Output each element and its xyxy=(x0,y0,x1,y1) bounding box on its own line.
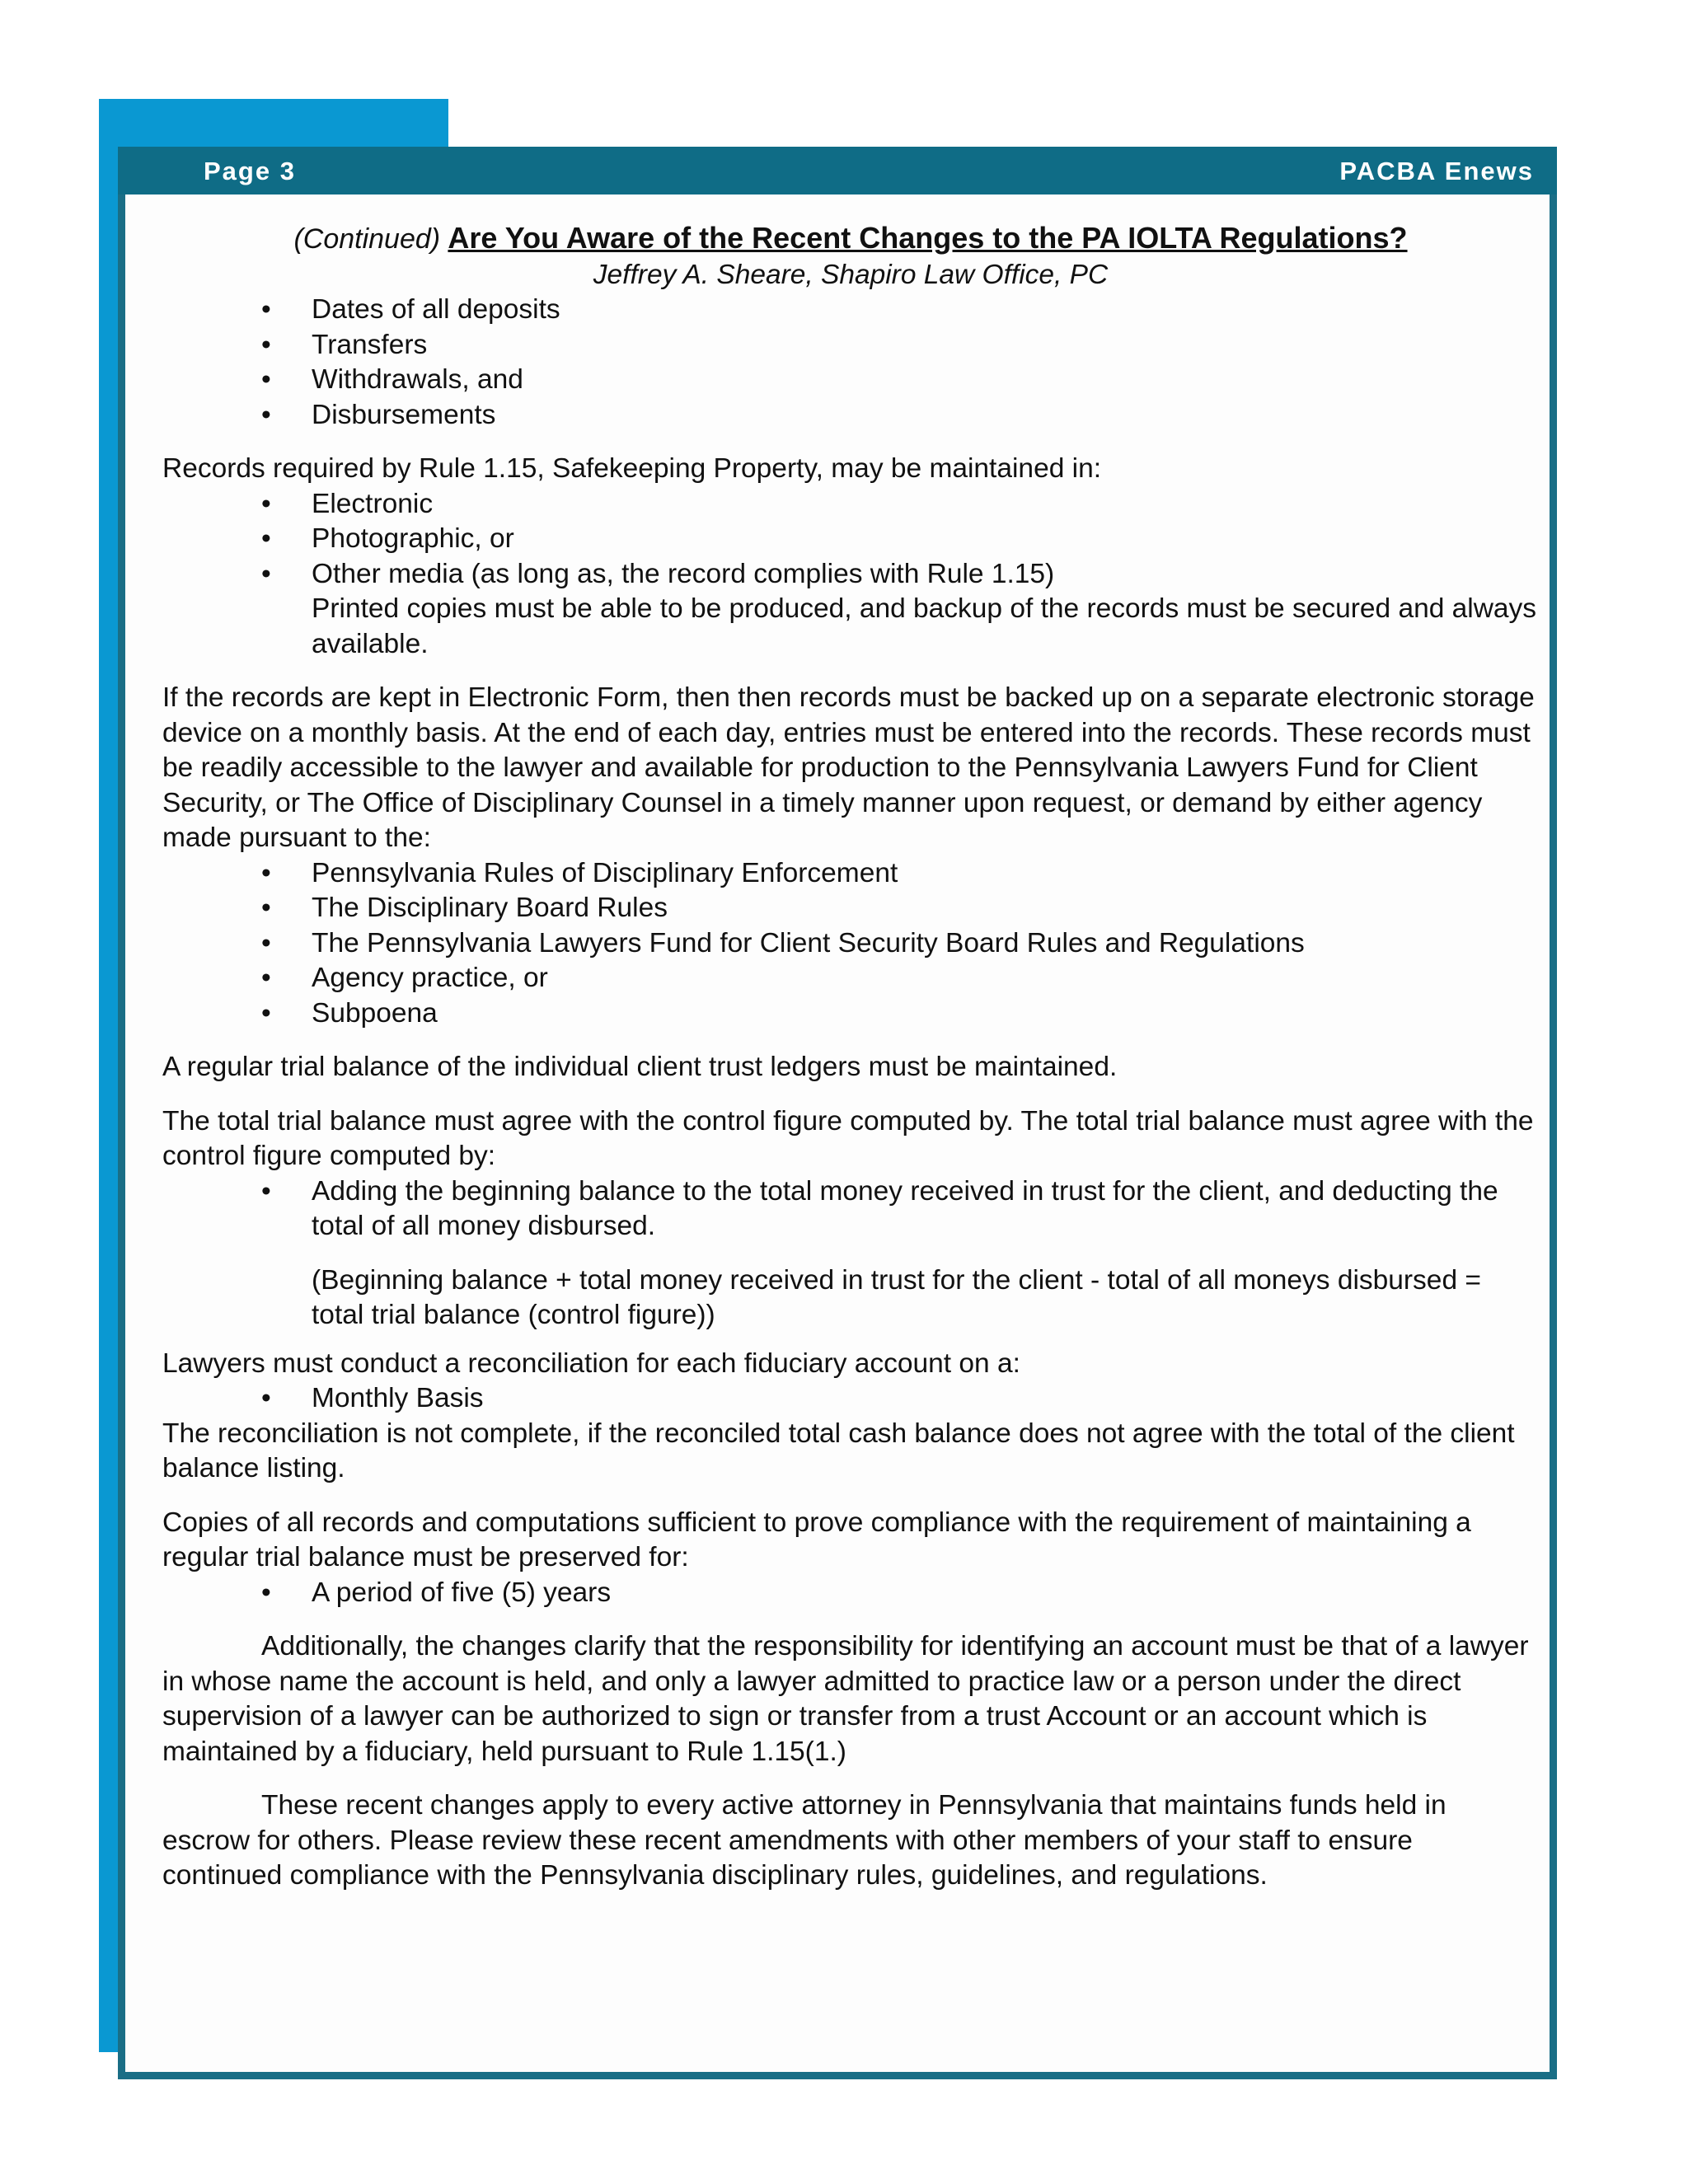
list-item: • Photographic, or xyxy=(261,523,514,554)
paragraph-additionally: Additionally, the changes clarify that the responsibility for identifying an account must be that of a lawyer in whose name the account is held, and only a lawyer admitted to practice law or a person under the direct supervision of a lawyer can be authorized to sign or transfer from a trust Account or an account which is maintained by a fiduciary, held pursuant to Rule 1.15(1.) xyxy=(162,1631,1529,1767)
list-item: • Withdrawals, and xyxy=(261,364,523,395)
list-item: • Subpoena xyxy=(261,997,438,1029)
list-control-figure xyxy=(162,1174,1539,1244)
article-body xyxy=(162,221,1539,1894)
list-item: • Pennsylvania Rules of Disciplinary Enforcement xyxy=(261,857,898,888)
list-item: • Transfers xyxy=(261,329,428,360)
paragraph-reconciliation: Lawyers must conduct a reconciliation for each fiduciary account on a: xyxy=(162,1347,1020,1379)
page-number: Page 3 xyxy=(204,157,296,185)
article-byline: Jeffrey A. Sheare, Shapiro Law Office, PC xyxy=(593,259,1109,290)
list-item: • The Disciplinary Board Rules xyxy=(261,893,668,923)
paragraph-copies: Copies of all records and computations sufficient to prove compliance with the requirement of maintaining a regular trial balance must be preserved for: xyxy=(162,1507,1471,1572)
list-item: • Dates of all deposits xyxy=(261,294,560,325)
article-heading: Are You Aware of the Recent Changes to the PA IOLTA Regulations? xyxy=(448,221,1408,255)
list-item: • Other media (as long as, the record complies with Rule 1.15) xyxy=(261,558,1055,589)
article-title xyxy=(162,221,1539,258)
paragraph-electronic: If the records are kept in Electronic Form, then then records must be backed up on a separate electronic storage device on a monthly basis. At the end of each day, entries must be entered into the records. These records must be readily accessible to the lawyer and available for production to the Pennsylvania Lawyers Fund for Client Security, or The Office of Disciplinary Counsel in a timely manner upon request, or demand by either agency made pursuant to the: xyxy=(162,682,1535,853)
list-item: • Electronic xyxy=(261,488,434,519)
list-item: • The Pennsylvania Lawyers Fund for Client Security Board Rules and Regulations xyxy=(261,927,1305,958)
list-retention xyxy=(162,1576,1539,1611)
paragraph-total-trial: The total trial balance must agree with the control figure computed by. The total trial balance must agree with the control figure computed by: xyxy=(162,1105,1534,1171)
paragraph-trial-balance: A regular trial balance of the individual client trust ledgers must be maintained. xyxy=(162,1052,1118,1082)
paragraph-records: Records required by Rule 1.15, Safekeeping Property, may be maintained in: xyxy=(162,453,1102,484)
list-item: • Disbursements xyxy=(261,399,496,430)
page-header xyxy=(118,147,1557,194)
list-frequency xyxy=(162,1381,1539,1417)
list-media xyxy=(162,487,1539,593)
media-note: Printed copies must be able to be produced, and backup of the records must be secured and always available. xyxy=(312,593,1537,659)
top-accent-tab xyxy=(99,99,448,148)
newsletter-name: PACBA Enews xyxy=(1339,157,1534,185)
formula: (Beginning balance + total money received in trust for the client - total of all moneys disbursed = total trial balance (control figure)) xyxy=(312,1264,1481,1330)
list-record-items xyxy=(162,293,1539,433)
list-item: • Adding the beginning balance to the total money received in trust for the client, and deducting the total of all money disbursed. xyxy=(261,1175,1498,1241)
paragraph-recent-changes: These recent changes apply to every active attorney in Pennsylvania that maintains funds held in escrow for others. Please review these recent amendments with other members of your staff to ensure continued compliance with the Pennsylvania disciplinary rules, guidelines, and regulations. xyxy=(162,1790,1447,1891)
list-item: • Agency practice, or xyxy=(261,963,548,993)
paragraph-reconciliation-incomplete: The reconciliation is not complete, if the reconciled total cash balance does not agree with the total of the client balance listing. xyxy=(162,1418,1515,1483)
list-item: • A period of five (5) years xyxy=(261,1577,612,1608)
list-item: • Monthly Basis xyxy=(261,1383,484,1413)
continued-label: (Continued) xyxy=(293,223,441,255)
list-agencies xyxy=(162,856,1539,1032)
